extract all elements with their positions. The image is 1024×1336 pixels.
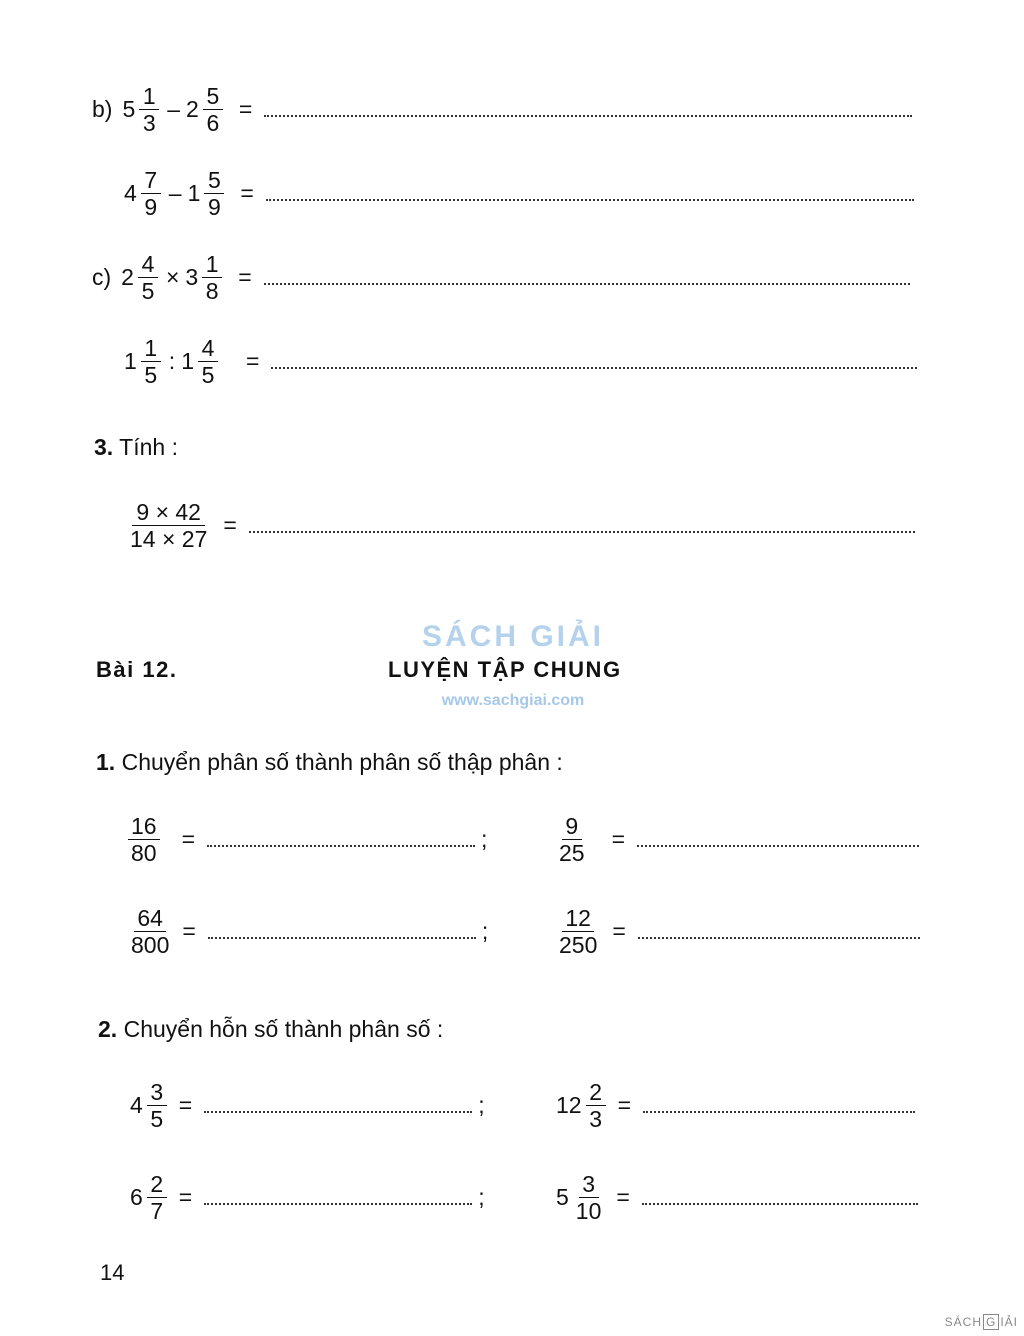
exercise-2-heading xyxy=(98,1016,443,1043)
equals-sign: = xyxy=(616,1184,630,1211)
fraction xyxy=(145,1080,169,1131)
mixed-number xyxy=(556,1080,608,1131)
equals-sign: = xyxy=(245,348,260,375)
equals-sign: = xyxy=(182,918,196,945)
fraction xyxy=(126,906,174,957)
equals-sign: = xyxy=(223,512,237,539)
denominator: 5 xyxy=(150,1106,164,1133)
exercise-3-expression xyxy=(124,500,915,551)
denominator: 14 × 27 xyxy=(130,526,208,553)
mixed-number xyxy=(124,336,163,387)
footer-logo xyxy=(945,1314,1018,1330)
whole-part: 4 xyxy=(130,1092,143,1119)
mixed-number xyxy=(186,84,225,135)
exercise-2-item xyxy=(556,1172,918,1223)
whole-part: 5 xyxy=(122,96,136,123)
numerator: 7 xyxy=(141,168,161,194)
answer-blank[interactable] xyxy=(638,931,920,939)
exercise-3-heading xyxy=(94,434,178,461)
fraction xyxy=(124,500,213,551)
exercise-title: Chuyển hỗn số thành phân số : xyxy=(123,1016,444,1042)
equals-sign: = xyxy=(238,264,252,291)
mixed-number xyxy=(124,168,163,219)
exercise-number: 3. xyxy=(94,434,114,460)
answer-blank[interactable] xyxy=(264,109,912,117)
answer-blank[interactable] xyxy=(266,193,914,201)
denominator: 9 xyxy=(207,194,221,221)
separator: ; xyxy=(478,1184,485,1211)
numerator: 9 xyxy=(562,814,582,840)
denominator: 3 xyxy=(589,1106,602,1133)
fraction xyxy=(584,1080,608,1131)
fraction xyxy=(137,84,161,135)
operator: : xyxy=(168,348,176,375)
whole-part: 6 xyxy=(130,1184,143,1211)
denominator: 5 xyxy=(201,362,215,389)
equals-sign: = xyxy=(617,1092,632,1119)
numerator: 64 xyxy=(134,906,166,932)
exercise-2-item xyxy=(130,1172,485,1223)
equals-sign: = xyxy=(181,826,196,853)
whole-part: 3 xyxy=(185,264,199,291)
lesson-label: Bài 12. xyxy=(96,657,178,682)
exercise-2-item xyxy=(556,1080,915,1131)
mixed-number xyxy=(556,1172,606,1223)
fraction xyxy=(554,814,590,865)
numerator: 1 xyxy=(202,252,222,278)
answer-blank[interactable] xyxy=(271,361,917,369)
denominator: 8 xyxy=(205,278,219,305)
denominator: 800 xyxy=(131,932,170,959)
fraction xyxy=(126,814,162,865)
equals-sign: = xyxy=(178,1092,193,1119)
numerator: 4 xyxy=(138,252,158,278)
separator: ; xyxy=(481,826,488,853)
answer-blank[interactable] xyxy=(637,839,919,847)
answer-blank[interactable] xyxy=(204,1105,472,1113)
fraction xyxy=(196,336,220,387)
denominator: 3 xyxy=(142,110,156,137)
numerator: 16 xyxy=(128,814,160,840)
equals-sign: = xyxy=(240,180,254,207)
numerator: 2 xyxy=(586,1080,606,1106)
fraction xyxy=(571,1172,607,1223)
exercise-1-heading xyxy=(96,749,563,776)
answer-blank[interactable] xyxy=(208,931,476,939)
separator: ; xyxy=(481,918,489,945)
exercise-title: Tính : xyxy=(119,434,178,460)
numerator: 1 xyxy=(139,84,159,110)
exercise-1-item xyxy=(554,906,920,957)
exercise-number: 1. xyxy=(96,749,116,775)
lesson-title: LUYỆN TẬP CHUNG xyxy=(388,657,622,682)
exercise-title: Chuyển phân số thành phân số thập phân : xyxy=(121,749,563,775)
denominator: 10 xyxy=(575,1198,602,1225)
mixed-number xyxy=(130,1172,169,1223)
exercise-1-item xyxy=(554,814,919,865)
fraction xyxy=(554,906,602,957)
fraction xyxy=(202,168,226,219)
fraction xyxy=(201,84,225,135)
watermark-brand: SÁCH GIẢI xyxy=(421,620,604,653)
footer-logo-mark: G xyxy=(983,1314,999,1330)
denominator: 25 xyxy=(559,840,585,867)
answer-blank[interactable] xyxy=(204,1197,472,1205)
footer-logo-right: IẢI xyxy=(1000,1315,1018,1329)
numerator: 3 xyxy=(579,1172,599,1198)
denominator: 80 xyxy=(131,840,157,867)
whole-part: 1 xyxy=(124,348,137,375)
fraction xyxy=(139,336,163,387)
part-c-line-2 xyxy=(124,336,917,387)
whole-part: 2 xyxy=(186,96,199,123)
part-c-line-1 xyxy=(92,252,910,303)
mixed-number xyxy=(130,1080,169,1131)
whole-part: 2 xyxy=(121,264,134,291)
mixed-number xyxy=(188,168,227,219)
denominator: 5 xyxy=(141,278,155,305)
answer-blank[interactable] xyxy=(264,277,910,285)
fraction xyxy=(136,252,160,303)
answer-blank[interactable] xyxy=(207,839,475,847)
whole-part: 5 xyxy=(556,1184,569,1211)
exercise-2-item xyxy=(130,1080,485,1131)
exercise-number: 2. xyxy=(98,1016,118,1042)
numerator: 5 xyxy=(204,168,224,194)
equals-sign: = xyxy=(612,918,626,945)
numerator: 4 xyxy=(198,336,218,362)
numerator: 1 xyxy=(141,336,161,362)
separator: ; xyxy=(478,1092,485,1119)
mixed-number xyxy=(185,252,224,303)
part-b-label: b) xyxy=(92,96,113,123)
operator: – xyxy=(167,96,181,123)
part-b-line-2 xyxy=(124,168,914,219)
whole-part: 4 xyxy=(124,180,137,207)
denominator: 250 xyxy=(559,932,598,959)
answer-blank[interactable] xyxy=(643,1105,915,1113)
fraction xyxy=(145,1172,169,1223)
whole-part: 1 xyxy=(181,348,194,375)
numerator: 5 xyxy=(203,84,223,110)
denominator: 9 xyxy=(144,194,158,221)
fraction xyxy=(200,252,224,303)
denominator: 5 xyxy=(144,362,158,389)
footer-logo-left: SÁCH xyxy=(944,1315,982,1329)
whole-part: 12 xyxy=(556,1092,582,1119)
numerator: 9 × 42 xyxy=(132,500,205,526)
mixed-number xyxy=(181,336,220,387)
equals-sign: = xyxy=(178,1184,193,1211)
fraction xyxy=(139,168,163,219)
part-b-line-1 xyxy=(92,84,912,135)
page-number: 14 xyxy=(100,1260,125,1285)
mixed-number xyxy=(122,84,161,135)
operator: – xyxy=(168,180,182,207)
whole-part: 1 xyxy=(187,180,201,207)
operator: × xyxy=(165,264,180,291)
watermark-url[interactable]: www.sachgiai.com xyxy=(441,692,585,709)
answer-blank[interactable] xyxy=(642,1197,918,1205)
denominator: 7 xyxy=(150,1198,164,1225)
part-c-label: c) xyxy=(92,264,112,291)
equals-sign: = xyxy=(611,826,626,853)
numerator: 12 xyxy=(562,906,594,932)
mixed-number xyxy=(121,252,160,303)
answer-blank[interactable] xyxy=(249,525,915,533)
numerator: 2 xyxy=(147,1172,167,1198)
exercise-1-item xyxy=(126,814,487,865)
numerator: 3 xyxy=(147,1080,167,1106)
equals-sign: = xyxy=(238,96,253,123)
denominator: 6 xyxy=(206,110,220,137)
exercise-1-item xyxy=(126,906,488,957)
